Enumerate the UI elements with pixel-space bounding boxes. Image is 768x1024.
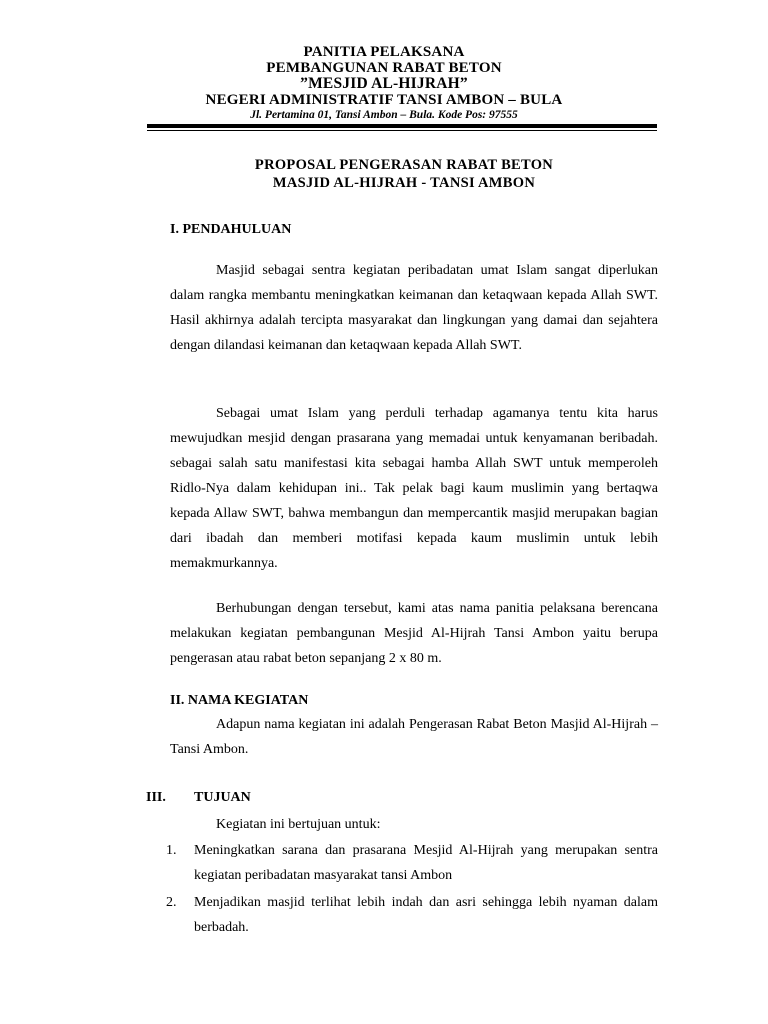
section-1-paragraph-1: Masjid sebagai sentra kegiatan peribadatan umat Islam sangat diperlukan dalam rangka membantu meningkatkan keimanan dan ketaqwaan kepada Allah SWT. Hasil akhirnya adalah tercipta masyarakat dan lingkungan yang damai dan sejahtera dengan dilandasi keimanan dan ketaqwaan kepada Allah SWT.	[170, 263, 658, 353]
section-3-number: III.	[146, 790, 166, 805]
section-3-title: TUJUAN	[194, 790, 251, 805]
section-2-paragraph: Adapun nama kegiatan ini adalah Pengerasan Rabat Beton Masjid Al-Hijrah – Tansi Ambon.	[170, 717, 658, 757]
letterhead-divider-thin	[147, 130, 657, 131]
letterhead-mosque-name: ”MESJID AL-HIJRAH”	[300, 75, 468, 92]
list-item-text: Meningkatkan sarana dan prasarana Mesjid Al-Hijrah yang merupakan sentra kegiatan peribadatan masyarakat tansi Ambon	[194, 843, 658, 883]
objectives-list	[166, 838, 658, 940]
letterhead-address: Jl. Pertamina 01, Tansi Ambon – Bula. Kode Pos: 97555	[250, 109, 518, 121]
section-2-heading: II. NAMA KEGIATAN	[170, 693, 309, 708]
title-line-2: MASJID AL-HIJRAH - TANSI AMBON	[272, 175, 536, 191]
list-item-marker: 1.	[166, 843, 177, 858]
list-item	[166, 890, 658, 940]
letterhead-committee: PANITIA PELAKSANA	[303, 44, 465, 60]
title-line-1: PROPOSAL PENGERASAN RABAT BETON	[254, 157, 554, 173]
section-1-paragraph-2: Sebagai umat Islam yang perduli terhadap agamanya tentu kita harus mewujudkan mesjid dengan prasarana yang memadai untuk kenyamanan beribadah. sebagai salah satu manifestasi kita sebagai hamba Allah SWT untuk memperoleh Ridlo-Nya dalam kehidupan ini.. Tak pelak bagi kaum muslimin yang bertaqwa kepada Allaw SWT, bahwa membangun dan mempercantik masjid merupakan bagian dari ibadah dan memberi motifasi kepada kaum muslimin untuk lebih memakmurkannya.	[170, 406, 658, 571]
list-item-text: Menjadikan masjid terlihat lebih indah dan asri sehingga lebih nyaman dalam berbadah.	[194, 895, 658, 935]
list-item	[166, 838, 658, 888]
letterhead-project: PEMBANGUNAN RABAT BETON	[266, 60, 502, 76]
list-item-marker: 2.	[166, 895, 177, 910]
section-1-paragraph-3: Berhubungan dengan tersebut, kami atas nama panitia pelaksana berencana melakukan kegiatan pembangunan Mesjid Al-Hijrah Tansi Ambon yaitu berupa pengerasan atau rabat beton sepanjang 2 x 80 m.	[170, 601, 658, 666]
letterhead	[0, 44, 768, 122]
document-title	[0, 156, 768, 192]
letterhead-divider-thick	[147, 124, 657, 128]
section-3-heading	[146, 790, 251, 806]
section-3-intro: Kegiatan ini bertujuan untuk:	[216, 817, 381, 832]
letterhead-region: NEGERI ADMINISTRATIF TANSI AMBON – BULA	[205, 92, 563, 108]
section-1-heading: I. PENDAHULUAN	[170, 222, 292, 237]
